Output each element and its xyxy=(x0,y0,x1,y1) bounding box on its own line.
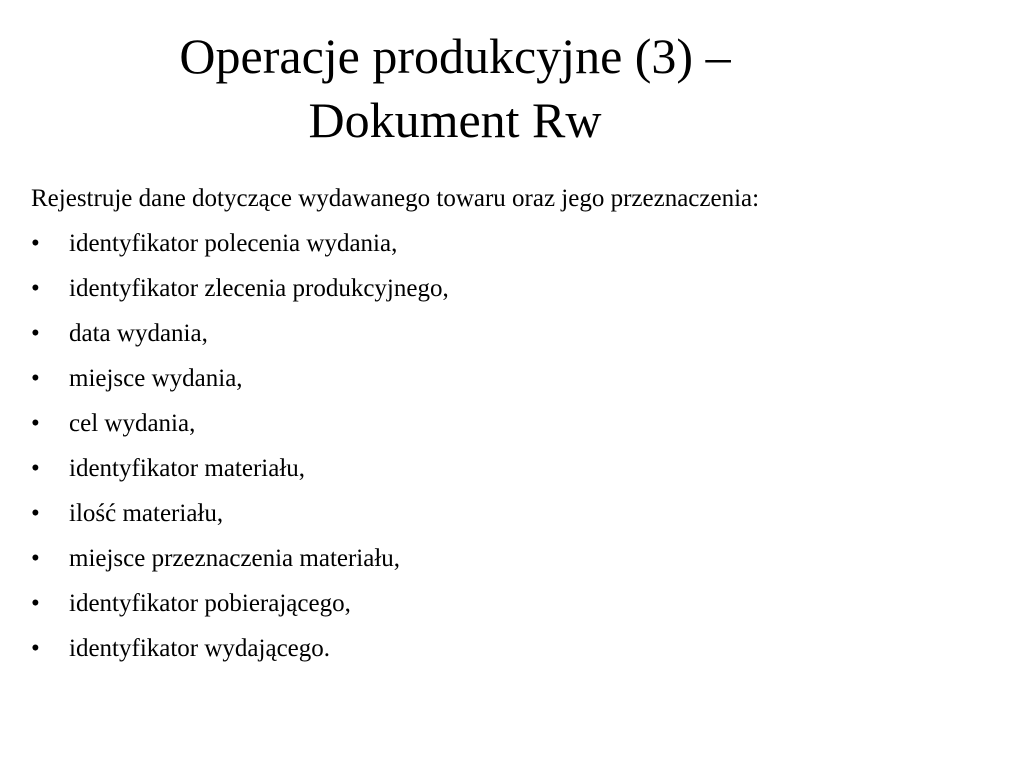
bullet-icon: • xyxy=(31,230,40,257)
bullet-icon: • xyxy=(31,410,40,437)
bullet-icon: • xyxy=(31,545,40,572)
list-item-text: miejsce wydania, xyxy=(69,365,243,392)
list-item-text: data wydania, xyxy=(69,320,208,347)
list-item xyxy=(31,401,1001,446)
list-item xyxy=(31,491,1001,536)
list-item-text: miejsce przeznaczenia materiału, xyxy=(69,545,401,572)
list-item xyxy=(31,356,1001,401)
list-item xyxy=(31,626,1001,671)
list-item-text: identyfikator wydającego. xyxy=(69,635,331,662)
list-item-text: identyfikator zlecenia produkcyjnego, xyxy=(69,275,449,302)
list-item-text: cel wydania, xyxy=(69,410,196,437)
slide-title-line-2: Dokument Rw xyxy=(308,92,602,148)
bullet-icon: • xyxy=(31,320,40,347)
slide-title xyxy=(0,24,910,152)
list-item xyxy=(31,311,1001,356)
list-item xyxy=(31,266,1001,311)
bullet-icon: • xyxy=(31,590,40,617)
list-item xyxy=(31,446,1001,491)
bullet-icon: • xyxy=(31,455,40,482)
bullet-icon: • xyxy=(31,275,40,302)
list-item-text: ilość materiału, xyxy=(69,500,224,527)
list-item xyxy=(31,221,1001,266)
list-item-text: identyfikator polecenia wydania, xyxy=(69,230,398,257)
list-item xyxy=(31,536,1001,581)
list-item xyxy=(31,581,1001,626)
list-item-text: identyfikator pobierającego, xyxy=(69,590,351,617)
slide-title-line-1: Operacje produkcyjne (3) – xyxy=(179,28,731,84)
bullet-list xyxy=(31,221,1001,671)
bullet-icon: • xyxy=(31,635,40,662)
list-item-text: identyfikator materiału, xyxy=(69,455,306,482)
slide-body xyxy=(31,176,1001,671)
bullet-icon: • xyxy=(31,500,40,527)
bullet-icon: • xyxy=(31,365,40,392)
intro-text: Rejestruje dane dotyczące wydawanego towaru oraz jego przeznaczenia: xyxy=(31,185,760,212)
